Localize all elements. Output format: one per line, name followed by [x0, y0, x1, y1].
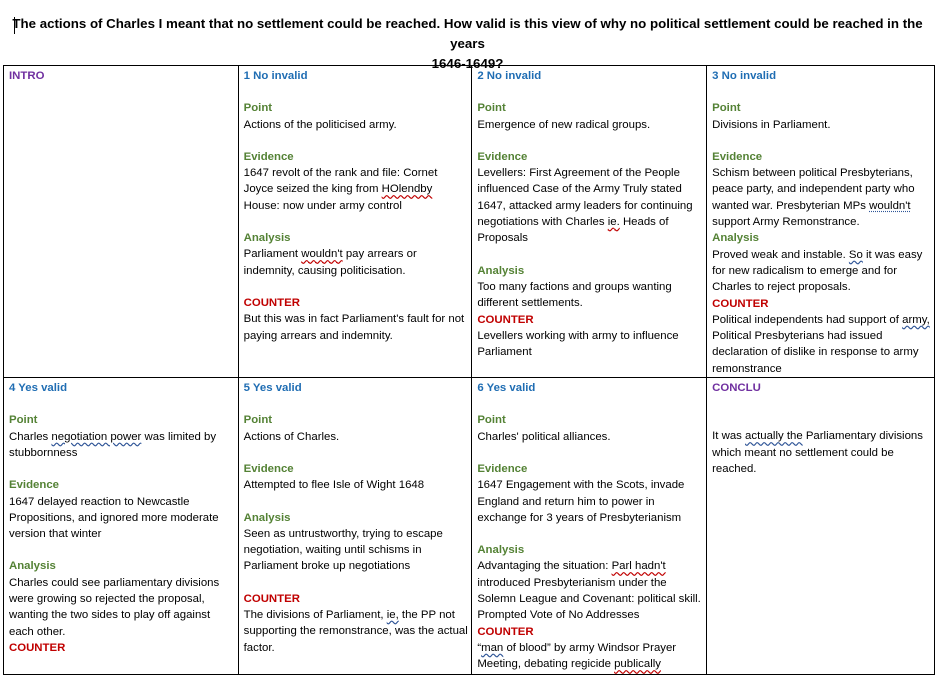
cell-yes-valid-5: [238, 378, 472, 675]
cell-heading: 1 No invalid: [243, 70, 308, 82]
point-label: Point: [9, 414, 38, 427]
counter-text: The divisions of Parliament, ie, the PP not supporting the remonstrance, was the actual factor.: [243, 609, 468, 654]
table-row: [4, 378, 935, 675]
point-text: Actions of the politicised army.: [243, 118, 397, 131]
analysis-text: Charles could see parliamentary divisions were growing so rejected the proposal, wanting the two sides to play off against each other.: [9, 576, 220, 638]
analysis-text: Too many factions and groups wanting different settlements.: [477, 280, 672, 310]
counter-label: COUNTER: [243, 296, 300, 309]
point-text: Actions of Charles.: [243, 430, 340, 443]
point-label: Point: [477, 102, 506, 115]
cell-no-invalid-1: [238, 66, 472, 378]
counter-label: COUNTER: [477, 625, 534, 638]
evidence-text: 1647 delayed reaction to Newcastle Propositions, and ignored more moderate version that winter: [9, 495, 219, 541]
cell-heading: INTRO: [9, 70, 45, 82]
cell-heading: 4 Yes valid: [9, 382, 68, 395]
evidence-text: 1647 revolt of the rank and file: Cornet Joyce seized the king from HOlendby House: now under army control: [243, 167, 438, 212]
point-label: Point: [243, 414, 273, 427]
title-line-2: 1646-1649?: [431, 56, 504, 71]
counter-label: COUNTER: [477, 313, 534, 326]
evidence-text: 1647 Engagement with the Scots, invade England and return him to power in exchange for 3 years of Presbyterianism: [477, 479, 685, 524]
counter-label: COUNTER: [243, 592, 300, 605]
analysis-text: Proved weak and instable. So it was easy for new radicalism to emerge and for Charles to reject proposals.: [712, 248, 923, 294]
evidence-label: Evidence: [477, 462, 528, 475]
cell-heading: 5 Yes valid: [243, 382, 302, 395]
conclusion-text: It was actually the Parliamentary divisions which meant no settlement could be reached.: [712, 430, 923, 475]
point-label: Point: [477, 414, 506, 427]
analysis-label: Analysis: [243, 511, 291, 524]
evidence-text: Attempted to flee Isle of Wight 1648: [243, 479, 425, 492]
point-label: Point: [243, 102, 273, 115]
evidence-label: Evidence: [243, 462, 294, 475]
counter-text: But this was in fact Parliament's fault for not paying arrears and indemnity.: [243, 313, 465, 342]
counter-label: COUNTER: [9, 641, 66, 654]
cell-heading: 3 No invalid: [712, 70, 777, 82]
analysis-text: Advantaging the situation: Parl hadn't introduced Presbyterianism under the Solemn League and Covenant: political skill. Prompted Vote of No Addresses: [477, 560, 701, 622]
point-text: Charles' political alliances.: [477, 430, 611, 443]
cell-heading: 6 Yes valid: [477, 382, 536, 395]
counter-label: COUNTER: [712, 297, 769, 310]
evidence-label: Evidence: [243, 150, 294, 163]
point-text: Charles negotiation power was limited by stubbornness: [9, 430, 217, 459]
analysis-label: Analysis: [712, 232, 759, 245]
evidence-text: Schism between political Presbyterians, peace party, and independent party who wanted war. Presbyterian MPs wouldn't support Army Remonstrance.: [712, 167, 915, 229]
evidence-text: Levellers: First Agreement of the People influenced Case of the Army Truly stated 1647, attacked army leaders for continuing negotiations with Charles ie. Heads of Proposals: [477, 167, 693, 245]
counter-text: Political independents had support of army, Political Presbyterians had issued declaration of dislike in response to army remonstrance: [712, 313, 930, 375]
cell-no-invalid-3: [707, 66, 935, 378]
cell-heading: 2 No invalid: [477, 70, 542, 82]
counter-text: Levellers working with army to influence Parliament: [477, 329, 679, 359]
cell-intro: [4, 66, 239, 378]
essay-plan-table: [3, 65, 935, 675]
cell-no-invalid-2: [472, 66, 707, 378]
analysis-text: Seen as untrustworthy, trying to escape negotiation, waiting until schisms in Parliament broke up negotiations: [243, 527, 443, 573]
cell-heading: CONCLU: [712, 382, 761, 395]
evidence-label: Evidence: [712, 150, 763, 163]
point-text: Emergence of new radical groups.: [477, 118, 651, 131]
point-label: Point: [712, 102, 741, 115]
analysis-text: Parliament wouldn't pay arrears or indemnity, causing politicisation.: [243, 248, 417, 277]
analysis-label: Analysis: [477, 544, 525, 557]
cell-yes-valid-4: [4, 378, 239, 675]
cell-conclusion: [707, 378, 935, 675]
analysis-label: Analysis: [9, 560, 56, 573]
evidence-label: Evidence: [9, 479, 60, 492]
analysis-label: Analysis: [477, 264, 525, 277]
cell-yes-valid-6: [472, 378, 707, 675]
analysis-label: Analysis: [243, 232, 291, 245]
counter-text: “man of blood” by army Windsor Prayer Meeting, debating regicide publically: [477, 641, 677, 671]
evidence-label: Evidence: [477, 150, 528, 163]
table-row: [4, 66, 935, 378]
point-text: Divisions in Parliament.: [712, 118, 831, 131]
title-line-1: The actions of Charles I meant that no settlement could be reached. How valid is this view of why no political settlement could be reached in the years: [12, 16, 923, 51]
